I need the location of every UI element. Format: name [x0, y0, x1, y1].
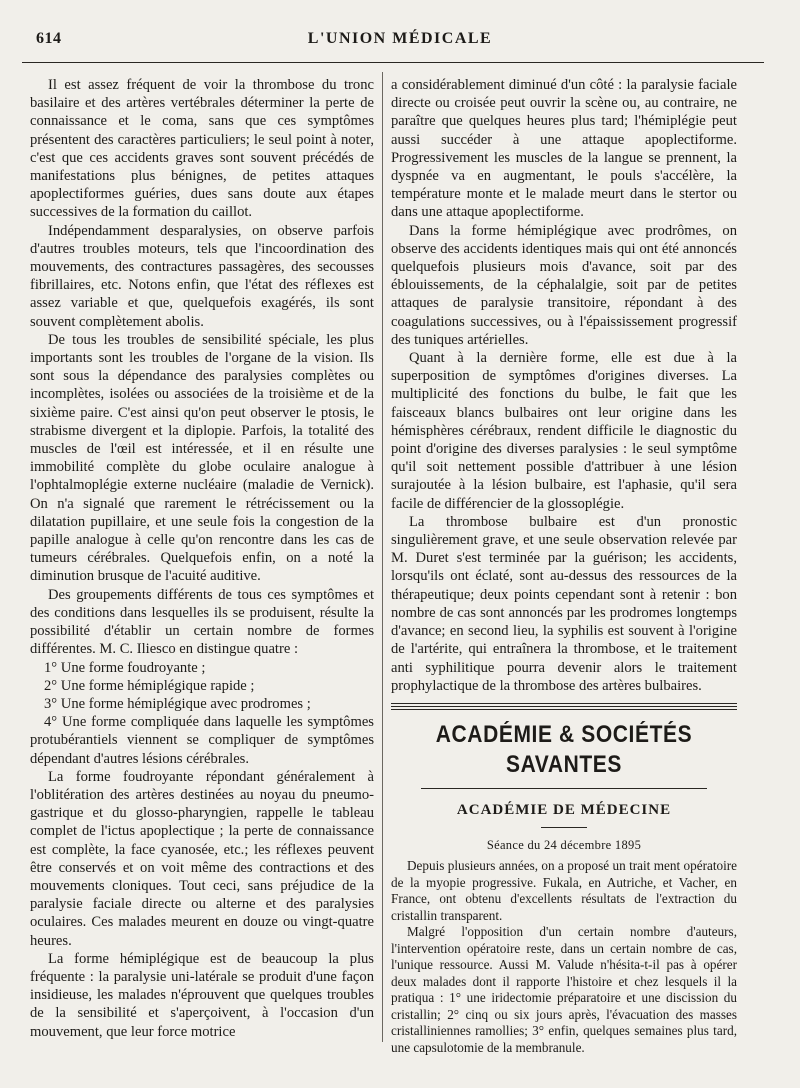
- paragraph: La thrombose bulbaire est d'un pronostic singulièrement grave, et une seule observation relevée par M. Duret s'est terminée par la guérison; les accidents, lorsqu'ils ont éclaté, sont au-dessus des ressources de la thérapeutique; deux points cependant sont à retenir : bon nombre de cas sont annoncés par les prodromes longtemps d'avance; en second lieu, la syphilis est souvent à l'origine de l'artérite, qui entraînera la thrombose, et le traitement anti syphilitique pourra devenir alors le traitement prophylactique de la thrombose des artères bulbaires.: [391, 513, 737, 694]
- paragraph: De tous les troubles de sensibilité spéciale, les plus importants sont les troubles de l'organe de la vision. Ils sont sous la dépendance des paralysies complètes ou incomplètes, isolées ou associées de la troisième et de la sixième paire. C'est ainsi qu'on peut observer le ptosis, le strabisme divergent et la diplopie. Parfois, la totalité des muscles de l'œil est intéressée, et il en résulte une immobilité complète du globe oculaire analogue à l'ophtalmoplégie externe nucléaire (maladie de Vernick). On n'a signalé que rarement le rétrécissement ou la dilatation pupillaire, et une seule fois la congestion de la papille analogue à celle qu'on rencontre dans les cas de tumeurs cérébrales. Quelquefois enfin, on a noté la diminution brusque de l'acuité auditive.: [30, 331, 374, 585]
- section-title: ACADÉMIE & SOCIÉTÉS SAVANTES: [435, 721, 693, 778]
- paragraph: Dans la forme hémiplégique avec prodrômes, on observe des accidents identiques mais qui ont été annoncés quelquefois plusieurs mois d'avance, soit par des éblouissements, de la céphalalgie, soit par de petites attaques de paralysie transitoire, répondant à des coagulations successives, ou à l'épaississement progressif des tuniques artérielles.: [391, 222, 737, 348]
- paragraph: La forme foudroyante répondant généralement à l'oblitération des artères destinées au noyau du pneumo-gastrique et du glosso-pharyngien, rappelle le tableau complet de l'ictus apoplectique ; la perte de connaissance est complète, la face cyanosée, etc.; les réflexes peuvent être conservés et on voit même des contractions et des mouvements cloniques. Tout ceci, sans préjudice de la paralysie faciale directe ou alterne et des paralysies oculaires. Ces malades meurent en douze ou vingt-quatre heures.: [30, 768, 374, 949]
- journal-title: L'UNION MÉDICALE: [307, 30, 493, 47]
- form-list-item: 3° Une forme hémiplégique avec prodromes ;: [44, 695, 311, 712]
- form-list-item: 2° Une forme hémiplégique rapide ;: [44, 677, 255, 694]
- section-rule: [391, 706, 737, 707]
- paragraph: Depuis plusieurs années, on a proposé un trait ment opératoire de la myopie progressive. Fukala, en Autriche, et Vacher, en France, ont obtenu d'excellents résultats de l'extraction du cristallin transparent.: [391, 858, 737, 923]
- left-column: [30, 76, 374, 1041]
- section-rule: [391, 703, 737, 704]
- paragraph: Indépendamment desparalysies, on observe parfois d'autres troubles moteurs, tels que l'incoordination des mouvements, des contractures passagères, des secousses fibrillaires, etc. Notons enfin, que l'état des réflexes est assez variable et que, quelquefois exagérés, ils sont souvent complètement abolis.: [30, 222, 374, 330]
- section-rule: [391, 709, 737, 710]
- header-rule: [22, 62, 764, 63]
- subsection-rule: [541, 827, 587, 828]
- right-column: [391, 76, 737, 1056]
- paragraph: Des groupements différents de tous ces symptômes et des conditions dans lesquelles ils se produisent, résulte la possibilité d'établir un certain nombre de formes différentes. M. C. Iliesco en distingue quatre :: [30, 586, 374, 658]
- paragraph: Quant à la dernière forme, elle est due à la superposition de symptômes d'origines diverses. La multiplicité des fonctions du bulbe, le fait que les faisceaux blancs bulbaires ont leur origine dans les hémisphères cérébraux, rendent difficile le diagnostic du point d'origine des diverses paralysies : le seul symptôme qu'il soit nettement possible d'attribuer à une lésion surajoutée à la lésion bulbaire, est l'aphasie, qu'il sera facile de différencier de la glossoplégie.: [391, 350, 737, 512]
- section-rule: [421, 788, 707, 789]
- form-list-item: 1° Une forme foudroyante ;: [44, 659, 206, 676]
- session-report: [391, 858, 737, 1056]
- form-list-item: 4° Une forme compliquée dans laquelle les symptômes protubérantiels viennent se compliquer de symptômes dépendant d'autres lésions cérébrales.: [30, 714, 374, 767]
- paragraph: Malgré l'opposition d'un certain nombre d'auteurs, l'intervention opératoire reste, dans un certain nombre de cas, l'unique ressource. Aussi M. Valude n'hésita-t-il pas à opérer deux malades dont il rapporte l'histoire et chez lesquels il la pratiqua : 1° une iridectomie préparatoire et une discission du cristallin; 2° cinq ou six jours après, l'évacuation des masses cristalliniennes ramollies; 3° enfin, quelques semaines plus tard, une capsulotomie de la membranule.: [391, 924, 737, 1055]
- paragraph: Il est assez fréquent de voir la thrombose du tronc basilaire et des artères vertébrales déterminer la perte de connaissance et le coma, sans que ces symptômes présentent des caractères particuliers; le seul point à noter, c'est que ces accidents graves sont souvent précédés de manifestations plus bénignes, de petites attaques apoplectiformes guéries, dues sans doute aux étapes successives de la formation du caillot.: [30, 77, 374, 221]
- paragraph: a considérablement diminué d'un côté : la paralysie faciale directe ou croisée peut ouvrir la scène ou, au contraire, ne paraître que quelques heures plus tard; l'hémiplégie peut aussi succéder à une attaque apoplectiforme. Progressivement les muscles de la langue se prennent, la dyspnée va en augmentant, le pouls s'accélère, la température monte et le malade meurt dans le stertor ou dans une attaque apoplectiforme.: [391, 77, 737, 221]
- session-date: Séance du 24 décembre 1895: [486, 838, 642, 853]
- paragraph: La forme hémiplégique est de beaucoup la plus fréquente : la paralysie uni-latérale se produit d'une façon insidieuse, les malades n'éprouvent que quelques troubles de la sensibilité et s'aperçoivent, à l'occasion d'un mouvement, que leur force motrice: [30, 950, 374, 1040]
- column-divider: [382, 72, 383, 1042]
- subsection-title: ACADÉMIE DE MÉDECINE: [456, 801, 672, 818]
- page-number: 614: [36, 30, 62, 47]
- page-header: [36, 30, 764, 54]
